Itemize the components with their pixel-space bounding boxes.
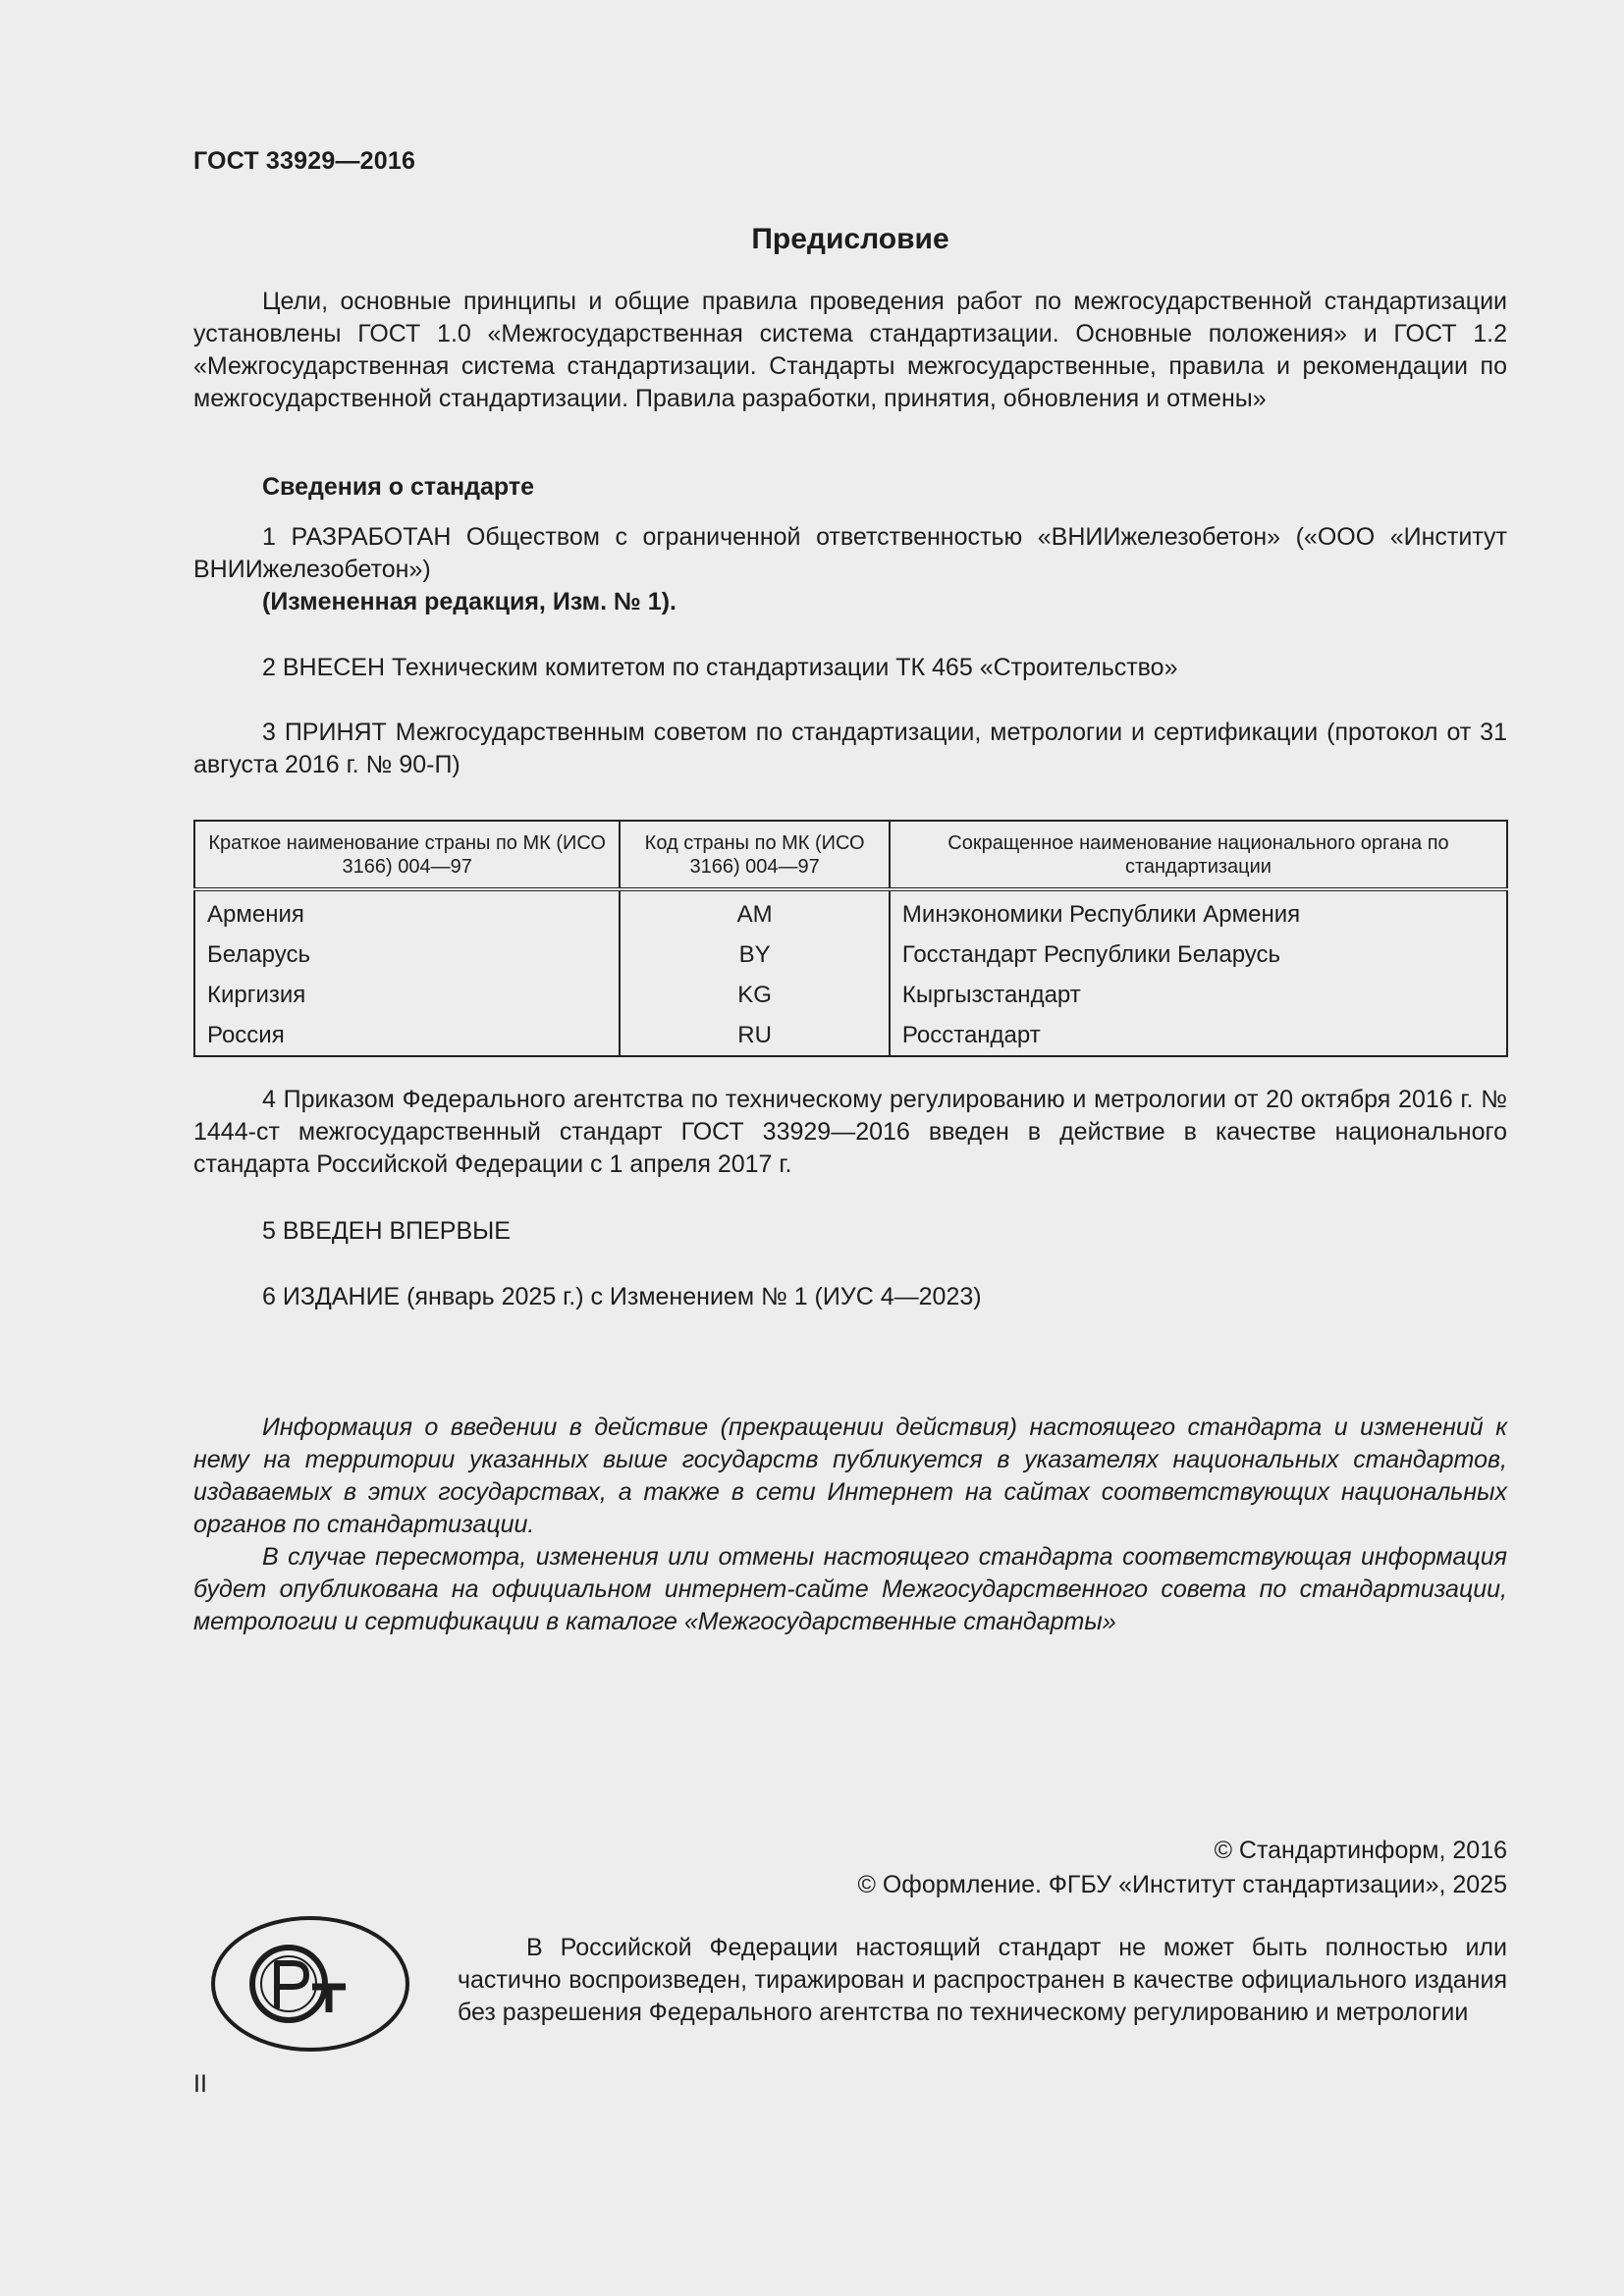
info-notice-paragraph-2: В случае пересмотра, изменения или отмены настоящего стандарта соответствующая информация будет опубликована на официальном интернет-сайте Межгосударственного совета по стандартизации, метрологии и сертификации в каталоге «Межгосударственные стандарты» bbox=[193, 1543, 1507, 1635]
item4-block bbox=[193, 1084, 1507, 1181]
table-row bbox=[194, 934, 1507, 975]
item5-block bbox=[193, 1215, 1507, 1248]
item6-block bbox=[193, 1281, 1507, 1313]
table-cell-code: BY bbox=[620, 934, 890, 975]
item3-paragraph: 3 ПРИНЯТ Межгосударственным советом по стандартизации, метрологии и сертификации (протокол от 31 августа 2016 г. № 90-П) bbox=[193, 719, 1507, 778]
table-cell-country: Армения bbox=[194, 889, 620, 934]
copyright-block bbox=[857, 1834, 1507, 1902]
table-header-country-code: Код страны по МК (ИСО 3166) 004—97 bbox=[620, 821, 890, 889]
table-cell-body: Госстандарт Республики Беларусь bbox=[901, 941, 1280, 968]
intro-block bbox=[193, 286, 1507, 415]
table-row bbox=[194, 1015, 1507, 1056]
item1-amendment: (Измененная редакция, Изм. № 1). bbox=[262, 588, 677, 615]
item4-paragraph: 4 Приказом Федерального агентства по техническому регулированию и метрологии от 20 октября 2016 г. № 1444-ст межгосударственный стандарт ГОСТ 33929—2016 введен в действие в качестве национального стандарта Российской Федерации с 1 апреля 2017 г. bbox=[193, 1086, 1507, 1178]
table-cell-country: Киргизия bbox=[194, 975, 620, 1015]
table-cell-country: Беларусь bbox=[194, 934, 620, 975]
item1-paragraph: 1 РАЗРАБОТАН Обществом с ограниченной ответственностью «ВНИИжелезобетон» («ООО «Институт ВНИИжелезобетон») bbox=[193, 523, 1507, 583]
info-notice-paragraph-1: Информация о введении в действие (прекращении действия) настоящего стандарта и изменений к нему на территории указанных выше государств публикуется в указателях национальных стандартов, издаваемых в этих государствах, а также в сети Интернет на сайтах соответствующих национальных органов по стандартизации. bbox=[193, 1414, 1507, 1538]
copyright-line-1: © Стандартинформ, 2016 bbox=[1214, 1837, 1507, 1864]
table-header-standards-body: Сокращенное наименование национального органа по стандартизации bbox=[890, 821, 1507, 889]
table-cell-body: Росстандарт bbox=[901, 1022, 1041, 1048]
document-code: ГОСТ 33929—2016 bbox=[193, 147, 416, 175]
page-number: II bbox=[193, 2070, 207, 2098]
info-notice bbox=[193, 1412, 1507, 1638]
table-cell-code: AM bbox=[620, 889, 890, 934]
rst-certification-mark-icon bbox=[210, 1914, 410, 2054]
table-header-country-name: Краткое наименование страны по МК (ИСО 3166) 004—97 bbox=[194, 821, 620, 889]
item2-paragraph: 2 ВНЕСЕН Техническим комитетом по стандартизации ТК 465 «Строительство» bbox=[262, 654, 1178, 681]
table-cell-body: Минэкономики Республики Армения bbox=[901, 901, 1301, 928]
item1-block bbox=[193, 521, 1507, 618]
table-cell-code: RU bbox=[620, 1015, 890, 1056]
table-cell-code: KG bbox=[620, 975, 890, 1015]
member-states-table bbox=[193, 820, 1508, 1057]
item5-paragraph: 5 ВВЕДЕН ВПЕРВЫЕ bbox=[262, 1217, 511, 1245]
table-cell-country: Россия bbox=[194, 1015, 620, 1056]
item6-paragraph: 6 ИЗДАНИЕ (январь 2025 г.) с Изменением № 1 (ИУС 4—2023) bbox=[262, 1283, 982, 1310]
rights-notice: В Российской Федерации настоящий стандарт не может быть полностью или частично воспроизведен, тиражирован и распространен в качестве официального издания без разрешения Федерального агентства по техническому регулированию и метрологии bbox=[458, 1934, 1507, 2026]
item2-block bbox=[193, 652, 1507, 684]
table-row bbox=[194, 975, 1507, 1015]
table-row bbox=[194, 889, 1507, 934]
item3-block bbox=[193, 717, 1507, 781]
copyright-line-2: © Оформление. ФГБУ «Институт стандартизации», 2025 bbox=[857, 1871, 1507, 1898]
intro-paragraph: Цели, основные принципы и общие правила проведения работ по межгосударственной стандартизации установлены ГОСТ 1.0 «Межгосударственная система стандартизации. Основные положения» и ГОСТ 1.2 «Межгосударственная система стандартизации. Стандарты межгосударственные, правила и рекомендации по межгосударственной стандартизации. Правила разработки, принятия, обновления и отмены» bbox=[193, 288, 1507, 412]
table-header-row bbox=[194, 821, 1507, 889]
table-cell-body: Кыргызстандарт bbox=[901, 982, 1081, 1008]
page-title: Предисловие bbox=[751, 223, 949, 255]
standard-info-heading: Сведения о стандарте bbox=[262, 473, 535, 501]
